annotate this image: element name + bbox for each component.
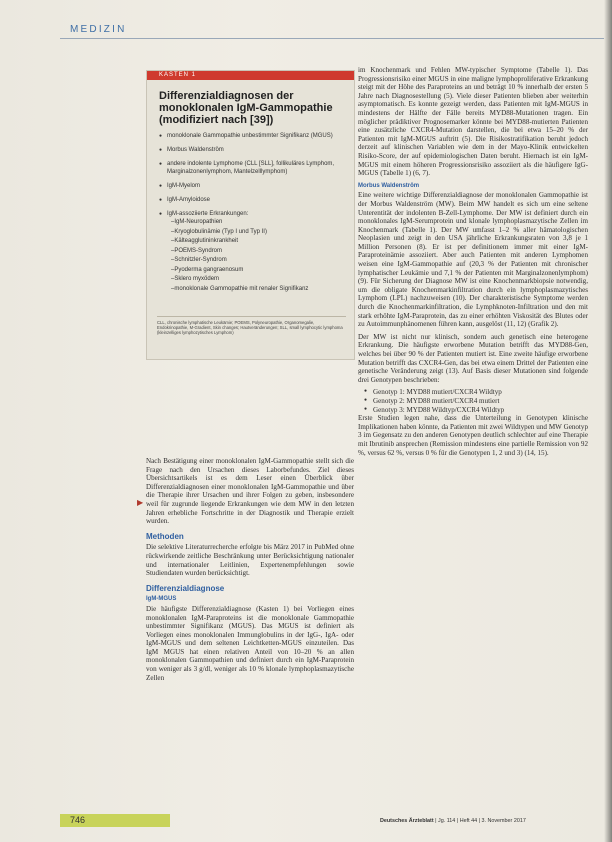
- paragraph-marker-icon: ▶: [137, 498, 144, 507]
- differential-paragraph: Die häufigste Differenzialdiagnose (Kasten 1) bei Vorliegen eines monoklonalen IgM-Paraproteins ist die monoklonale Gammopathie unbestimmter Signifikanz (MGUS). Das MGUS ist definiert als Vorliegen eines monoklonalen Immunglobulins in der IgG-, IgA- oder IgM-MGUS und dem seltenen Leichtketten-MGUS einzuteilen. Das IgM MGUS hat einen relativen Anteil von 10–20 % an allen monoklonalen Gammopathien und definiert durch ein IgM-Paraprotein von weniger als 3 g/dl, weniger als 10 % klonale lymphoplasmazytische Zellen: [146, 604, 354, 682]
- journal-issue: | Jg. 114 | Heft 44 | 3. November 2017: [435, 818, 526, 824]
- box-list-item-with-sublist: [159, 210, 346, 294]
- methods-heading: Methoden: [146, 531, 184, 541]
- page-number: 746: [70, 815, 86, 825]
- methods-paragraph: Die selektive Literaturrecherche erfolgte bis März 2017 in PubMed ohne rückwirkende zeitliche Beschränkung unter Berücksichtigung nationaler und internationaler Leitlinien, Expertenempfehlungen sowie Studiendaten wurden berücksichtigt.: [146, 543, 354, 578]
- box-footnote: CLL, chronische lymphatische Leukämie; POEMS, Polyneuropathie, Organomegalie, Endokrinopathie, M-Gradient, Skin changes; Hautveränderungen; SLL, small lymphocytic lymphoma (kleinzelliges lymphozytisches Lymphom): [157, 316, 346, 336]
- genotype-item: ● Genotyp 2: MYD88 mutiert/CXCR4 mutiert: [364, 397, 588, 406]
- waldenstrom-paragraph: Eine weitere wichtige Differenzialdiagnose der monoklonalen Gammopathie ist der Morbus Waldenström (MW). Beim MW handelt es sich um eine seltene Unterentität der indolenten B-Zell-Lymphome. Der MW ist definiert durch ein monoklonales IgM-Serumprotein und klonale lymphoplasmazytische Zellen im Knochenmark (Tabelle 1). Der MW umfasst 1–2 % aller hämatologischen Neoplasien und zeigt in den USA jährliche Erkrankungsraten von 3,8 je 1 Million Personen (8). Er ist per definitionem immer mit einer IgM-Paraproteinämie assoziiert. Aber auch Patienten mit anderen Lymphomen weisen eine IgM-Gammopathie auf (20,3 % der Patienten mit chronischer lymphatischer Leukämie und 7,1 % der Patienten mit Marginalzonenlymphom) (9). Für Sicherung der Diagnose MW ist eine Knochenmarkbiopsie notwendig, um die obligate Knochenmarkinfiltration durch ein lymphoplasmazytisches Lymphom (LPL) nachzuweisen (10). Der charakteristische Symptome werden durch die Knochenmarkinfiltration, die Lymphknoten-Infiltration und den mit stark erhöhte IgM-Paraprotein, das zu einer erhöhten Viskosität des Blutes oder zu Autoimmunphänomenen führen kann, ausgelöst (11, 12) (Grafik 2).: [358, 191, 588, 329]
- genetics-paragraph: Der MW ist nicht nur klinisch, sondern auch genetisch eine heterogene Erkrankung. Die häufigste erworbene Mutation betrifft das MYD88-Gen, welches bei über 90 % der Patienten mutiert ist. Eine zweite häufige erworbene Mutation betrifft das CXCR4-Gen, das bei etwa einem Drittel der Patienten eine genetische Veränderung zeigt (13). Auf Basis dieser Mutationen sind folgende drei Genotypen beschrieben:: [358, 332, 588, 384]
- box-list-item-label: IgM-assoziierte Erkrankungen:: [167, 211, 249, 217]
- genotype-implications-paragraph: Erste Studien legen nahe, dass die Unterteilung in Genotypen klinische Implikationen haben könnte, da Patienten mit zwei Wildtypen und MW Genotyp 3 im Gegensatz zu den anderen Genotypen deutlich schlechter auf eine Therapie mit Ibrutinib ansprechen (Remission mindestens eine partielle Remission von 92 %, versus 62 %, versus 0 % für die Genotypen 1, 2 und 3) (14, 15).: [358, 414, 588, 457]
- right-column: [358, 66, 588, 461]
- box-subitem: – POEMS-Syndrom: [167, 247, 346, 257]
- genotype-item: ● Genotyp 1: MYD88 mutiert/CXCR4 Wildtyp: [364, 388, 588, 397]
- box-list-item: ● Morbus Waldenström: [159, 146, 346, 154]
- section-header: MEDIZIN: [70, 24, 127, 35]
- box-list: [159, 132, 346, 294]
- igm-mgus-subheading: IgM-MGUS: [146, 596, 177, 603]
- left-column: [146, 457, 354, 686]
- differential-heading: Differenzialdiagnose: [146, 583, 225, 593]
- box-subitem: – IgM-Neuropathien: [167, 218, 346, 228]
- header-divider: [60, 38, 604, 39]
- box-subitem: – Kryoglobulinämie (Typ I und Typ II): [167, 228, 346, 238]
- box-list-item: ● IgM-Myelom: [159, 182, 346, 190]
- box-sublist: [167, 218, 346, 294]
- box-title: Differenzialdiagnosen der monoklonalen IgM-Gammopathie (modifiziert nach [39]): [159, 90, 333, 126]
- box-list-item: ● andere indolente Lymphome (CLL [SLL], follikuläres Lymphom, Marginalzonenlymphom, Mantelzelllymphom): [159, 160, 346, 176]
- mgus-continuation-paragraph: im Knochenmark und Fehlen MW-typischer Symptome (Tabelle 1). Das Progressionsrisiko einer MGUS in eine maligne lymphoproliferative Erkrankung steigt mit der Höhe des Paraproteins an und beträgt 10 % innerhalb der ersten 5 Jahre nach Diagnosestellung (5). Viele dieser Patienten blieben aber weiterhin asymptomatisch. Es konnte gezeigt werden, dass Patienten mit IgM-MGUS in mindestens der Hälfte der Fälle bereits MYD88-Mutationen tragen. Ein möglicher prädiktiver Prognosemarker könnte bei MYD88-mutierten Patienten eine zusätzliche CXCR4-Mutation darstellen, die bei etwa 15–20 % der Patienten mit IgM-MGUS auftritt (5). Die Risikostratifikation beruht jedoch derzeit auf klinischen Variablen wie dem in der Mayo-Klinik entwickelten Risiko-Score, der auf epidemiologischen Daten beruht. Hiernach ist ein IgM-MGUS mit einem höheren Progressionsrisiko assoziiert als die häufigere IgG-MGUS (Tabelle 1) (6, 7).: [358, 66, 588, 178]
- box-subitem: – Kälteagglutininkrankheit: [167, 237, 346, 247]
- box-subitem: – monoklonale Gammopathie mit renaler Signifikanz: [167, 285, 346, 295]
- box-subitem: – Pyoderma gangraenosum: [167, 266, 346, 276]
- info-box: [146, 70, 355, 360]
- waldenstrom-heading: Morbus Waldenström: [358, 182, 420, 189]
- journal-citation: [380, 818, 526, 824]
- box-label: KASTEN 1: [147, 71, 354, 80]
- genotype-list: [358, 388, 588, 414]
- box-subitem: – Sklero myxödem: [167, 275, 346, 285]
- genotype-item: ● Genotyp 3: MYD88 Wildtyp/CXCR4 Wildtyp: [364, 406, 588, 415]
- box-list-item: ● IgM-Amyloidose: [159, 196, 346, 204]
- intro-paragraph: Nach Bestätigung einer monoklonalen IgM-Gammopathie stellt sich die Frage nach den Ursachen dieses Laborbefundes. Ziel dieses Übersichtsartikels ist es dem Leser einen Überblick über Differenzialdiagnosen einer monoklonalen IgM-Gammopathie und über die Therapie ihrer Ursachen und ihrer Folgen zu geben, insbesondere weil für zugrunde liegende Erkrankungen wie dem MW in den letzten Jahren erhebliche Fortschritte in der Diagnostik und Therapie erzielt wurden.: [146, 457, 354, 526]
- journal-name: Deutsches Ärzteblatt: [380, 818, 434, 824]
- page-edge-shadow: [604, 0, 612, 842]
- box-subitem: – Schnitzler-Syndrom: [167, 256, 346, 266]
- box-list-item: ● monoklonale Gammopathie unbestimmter Signifikanz (MGUS): [159, 132, 346, 140]
